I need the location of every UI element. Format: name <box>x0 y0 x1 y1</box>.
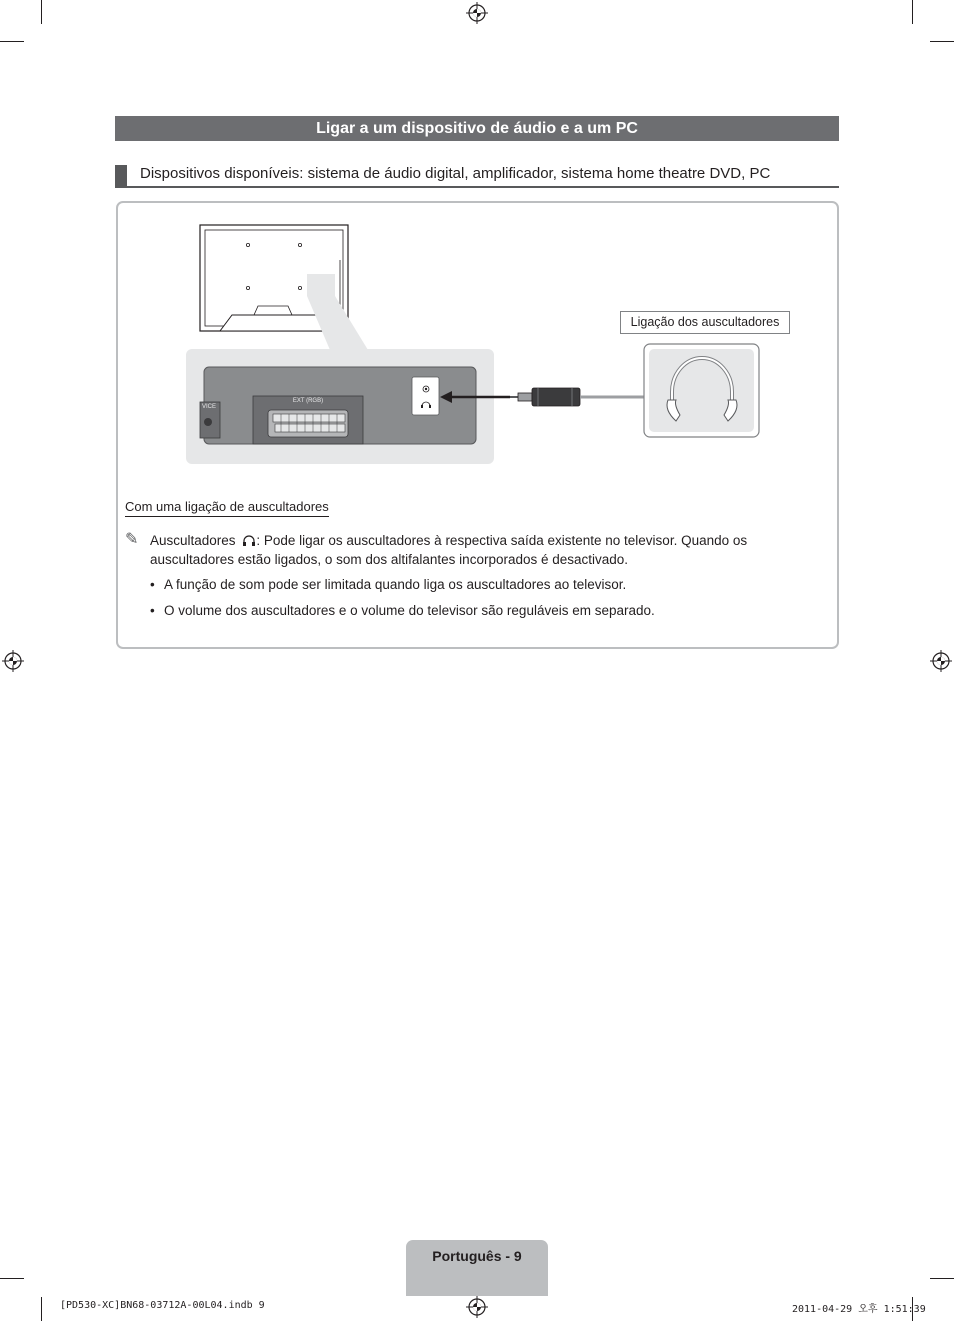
print-info-timestamp: 2011-04-29 오후 1:51:39 <box>792 1304 926 1315</box>
subheading-marker <box>115 165 127 186</box>
list-item-text: A função de som pode ser limitada quando liga os auscultadores ao televisor. <box>164 577 627 592</box>
page-label: Português - 9 <box>432 1248 522 1264</box>
page-number-tab <box>406 1240 548 1296</box>
print-info-file: [PD530-XC]BN68-03712A-00L04.indb 9 <box>60 1300 265 1311</box>
note-text: : Pode ligar os auscultadores à respectiva saída existente no televisor. Quando os auscultadores estão ligados, o som dos altifalantes incorporados é desactivado. <box>150 533 748 567</box>
headphone-plug <box>510 388 645 406</box>
subheading-text: Dispositivos disponíveis: sistema de áudio digital, amplificador, sistema home theatre DVD, PC <box>140 165 771 182</box>
pencil-note-icon: ✎ <box>125 531 139 548</box>
registration-mark-icon <box>930 650 952 672</box>
crop-mark <box>0 41 24 42</box>
crop-mark <box>41 1297 42 1321</box>
crop-mark <box>912 0 913 24</box>
section-title: Ligar a um dispositivo de áudio e a um PC <box>115 116 839 141</box>
crop-mark <box>0 1278 24 1279</box>
note-term: Auscultadores <box>150 533 236 548</box>
headphone-connection-label: Ligação dos auscultadores <box>620 311 790 334</box>
crop-mark <box>930 1278 954 1279</box>
crop-mark <box>930 41 954 42</box>
headphone-icon <box>242 534 256 546</box>
tv-port-panel <box>186 349 494 464</box>
crop-mark <box>41 0 42 24</box>
list-item-text: O volume dos auscultadores e o volume do televisor são reguláveis em separado. <box>164 603 655 618</box>
registration-mark-icon <box>466 1296 488 1318</box>
with-headphones-heading: Com uma ligação de auscultadores <box>125 499 329 517</box>
connection-diagram <box>180 220 780 470</box>
ext-port-label: EXT (RGB) <box>292 398 324 404</box>
subheading <box>115 163 839 188</box>
service-port-label: VICE <box>202 404 217 410</box>
headphones-note <box>125 531 830 569</box>
headphone-illustration <box>644 344 759 437</box>
registration-mark-icon <box>466 2 488 24</box>
registration-mark-icon <box>2 650 24 672</box>
